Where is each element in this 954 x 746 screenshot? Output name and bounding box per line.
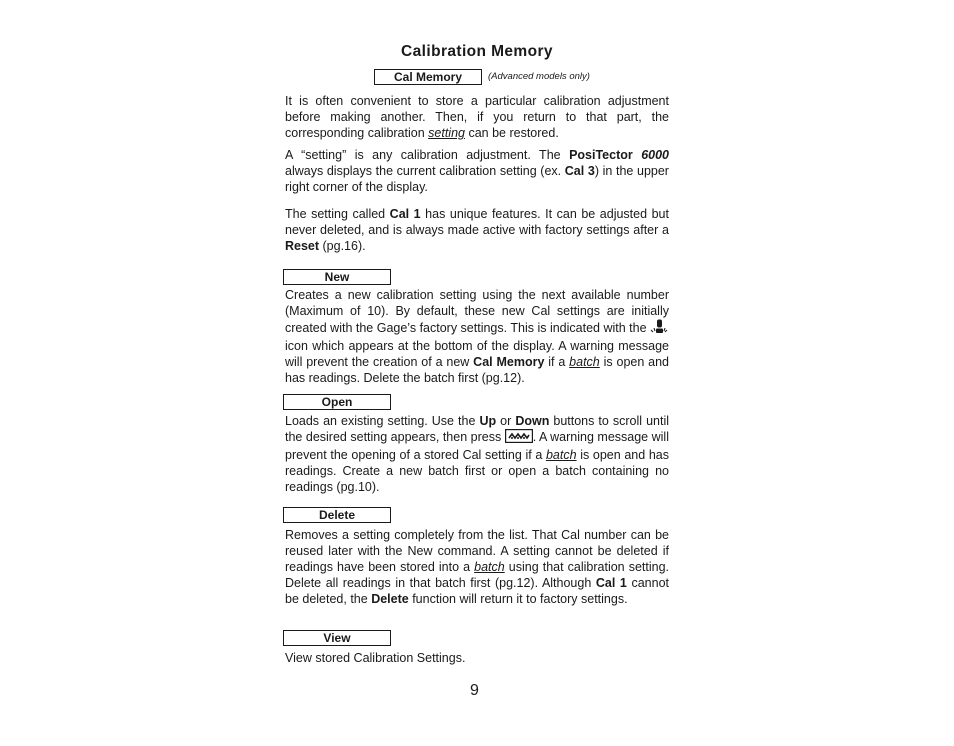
page-title: Calibration Memory (401, 43, 553, 60)
factory-settings-icon (650, 319, 669, 338)
center-button-icon (505, 429, 533, 447)
view-section-label: View (283, 630, 391, 646)
delete-section-label: Delete (283, 507, 391, 523)
new-section-label: New (283, 269, 391, 285)
batch-term: batch (545, 448, 577, 462)
view-description: View stored Calibration Settings. (285, 651, 466, 665)
intro-paragraph-3: The setting called Cal 1 has unique features. It can be adjusted but never deleted, and is always made active with factory settings after a Reset (pg.16). (285, 207, 669, 253)
batch-term: batch (474, 560, 505, 574)
cal-memory-menu-label: Cal Memory (374, 69, 482, 85)
advanced-models-note: (Advanced models only) (488, 71, 590, 82)
intro-paragraph-2: A “setting” is any calibration adjustment. The PosiTector 6000 always displays the current calibration setting (ex. Cal 3) in the upper right corner of the display. (285, 148, 669, 194)
batch-term: batch (569, 355, 600, 369)
page-number: 9 (470, 682, 479, 699)
delete-description: Removes a setting completely from the list. That Cal number can be reused later with the New command. A setting cannot be deleted if readings have been stored into a batch using that calibration setting. Delete all readings in that batch first (pg.12). Although Cal 1 cannot be deleted, the Delete function will return it to factory settings. (285, 528, 670, 606)
setting-term: setting (428, 126, 465, 140)
open-section-label: Open (283, 394, 391, 410)
intro-paragraph-1: It is often convenient to store a particular calibration adjustment before making another. Then, if you return to that part, the corresponding calibration setting can be restored. (285, 94, 669, 140)
open-description: Loads an existing setting. Use the Up or Down buttons to scroll until the desired setting appears, then press . A warning message will prevent the opening of a stored Cal setting if a batch is open and has readings. Create a new batch first or open a batch containing no readings (pg.10). (285, 414, 670, 494)
new-description: Creates a new calibration setting using the next available number (Maximum of 10). By default, these new Cal settings are initially created with the Gage’s factory settings. This is indicated with the icon which appears at the bottom of the display. A warning message will prevent the creation of a new Cal Memory if a batch is open and has readings. Delete the batch first (pg.12). (285, 288, 670, 385)
